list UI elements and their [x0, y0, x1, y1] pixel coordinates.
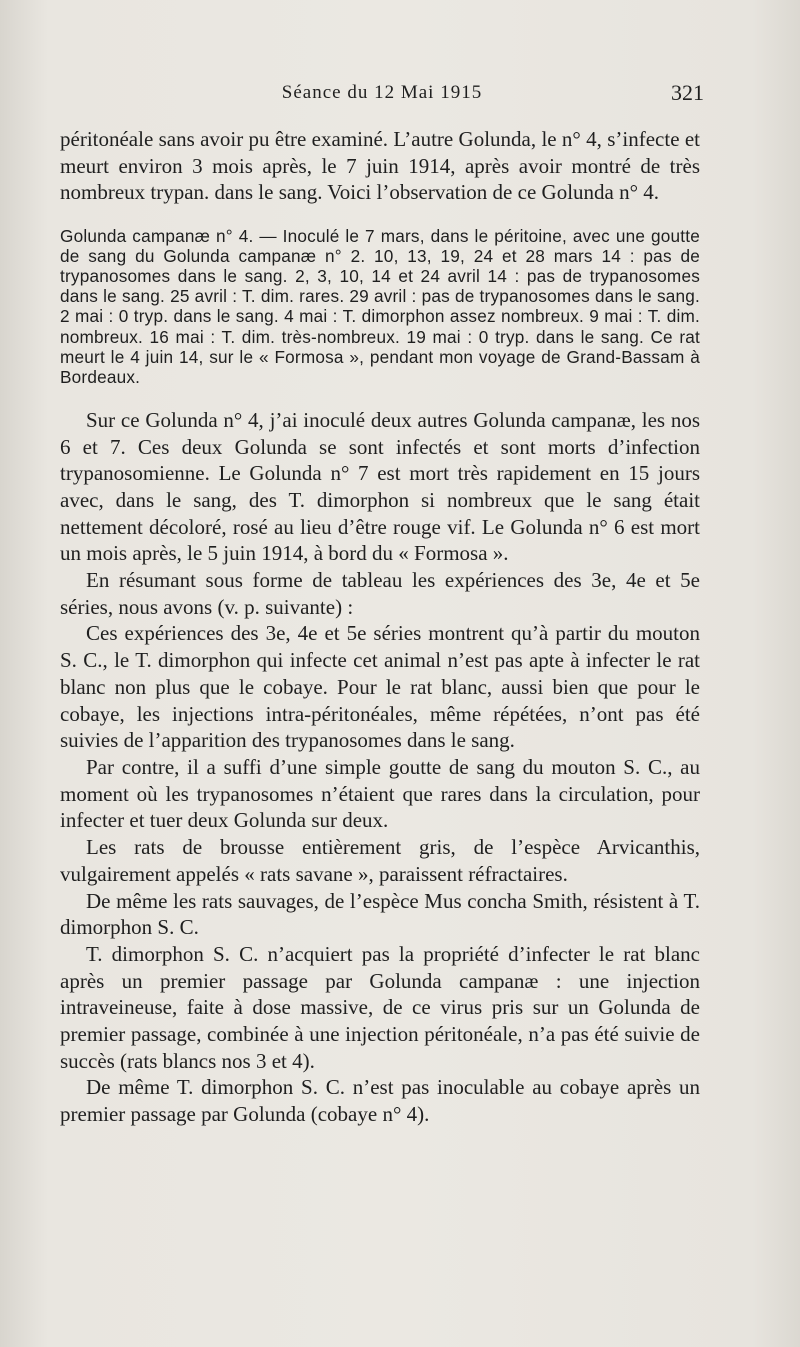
running-head: Séance du 12 Mai 1915	[281, 82, 483, 103]
page-number: 321	[671, 80, 704, 105]
paragraph-3: En résumant sous forme de tableau les expériences des 3e, 4e et 5e séries, nous avons (v. p. suivante) :	[60, 568, 700, 619]
paragraph-2: Sur ce Golunda n° 4, j’ai inoculé deux autres Golunda campanæ, les nos 6 et 7. Ces deux Golunda se sont infectés et sont morts d’infection trypanosomienne. Le Golunda n° 7 est mort très rapidement en 15 jours avec, dans le sang, des T. dimorphon si nombreux que le sang était nettement décoloré, rosé au lieu d’être rouge vif. Le Golunda n° 6 est mort un mois après, le 5 juin 1914, à bord du « Formosa ».	[60, 407, 700, 566]
paragraph-9: De même T. dimorphon S. C. n’est pas inoculable au cobaye après un premier passage par Golunda (cobaye n° 4).	[60, 1075, 700, 1127]
paragraph-4: Ces expériences des 3e, 4e et 5e séries montrent qu’à partir du mouton S. C., le T. dimorphon qui infecte cet animal n’est pas apte à infecter le rat blanc non plus que le cobaye. Pour le rat blanc, aussi bien que pour le cobaye, les injections intra-péritonéales, même répétées, n’ont pas été suivies de l’apparition des trypanosomes dans le sang.	[60, 621, 700, 753]
page-header	[60, 80, 704, 110]
paragraph-1: péritonéale sans avoir pu être examiné. L’autre Golunda, le n° 4, s’infecte et meurt environ 3 mois après, le 7 juin 1914, après avoir montré de très nombreux trypan. dans le sang. Voici l’observation de ce Golunda n° 4.	[60, 127, 700, 205]
page-body	[60, 126, 700, 1128]
observation-note: Golunda campanæ n° 4. — Inoculé le 7 mars, dans le péritoine, avec une goutte de sang du Golunda campanæ n° 2. 10, 13, 19, 24 et 28 mars 14 : pas de trypanosomes dans le sang. 2, 3, 10, 14 et 24 avril 14 : pas de trypanosomes dans le sang. 25 avril : T. dim. rares. 29 avril : pas de trypanosomes dans le sang. 2 mai : 0 tryp. dans le sang. 4 mai : T. dimorphon assez nombreux. 9 mai : T. dim. nombreux. 16 mai : T. dim. très-nombreux. 19 mai : 0 tryp. dans le sang. Ce rat meurt le 4 juin 14, sur le « Formosa », pendant mon voyage de Grand-Bassam à Bordeaux.	[60, 226, 700, 387]
paragraph-5: Par contre, il a suffi d’une simple goutte de sang du mouton S. C., au moment où les trypanosomes n’étaient que rares dans la circulation, pour infecter et tuer deux Golunda sur deux.	[60, 755, 700, 833]
paragraph-8: T. dimorphon S. C. n’acquiert pas la propriété d’infecter le rat blanc après un premier passage par Golunda campanæ : une injection intraveineuse, faite à dose massive, de ce virus pris sur un Golunda de premier passage, combinée à une injection péritonéale, n’a pas été suivie de succès (rats blancs nos 3 et 4).	[60, 941, 700, 1073]
paragraph-6: Les rats de brousse entièrement gris, de l’espèce Arvicanthis, vulgairement appelés « rats savane », paraissent réfractaires.	[60, 835, 700, 886]
paragraph-7: De même les rats sauvages, de l’espèce Mus concha Smith, résistent à T. dimorphon S. C.	[60, 888, 700, 940]
